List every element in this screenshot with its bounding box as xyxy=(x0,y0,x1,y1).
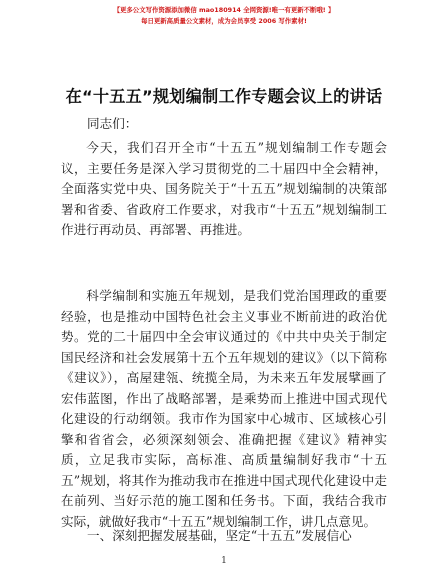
promo-banner-line-1: 【更多公文写作资源添加微信 mao180914 全网资源!唯一有更新不断哦! 】 xyxy=(113,6,335,14)
page-number: 1 xyxy=(221,556,227,566)
promo-banner xyxy=(0,5,448,27)
section-heading-1: 一、深刻把握发展基础，坚定“十五五”发展信心 xyxy=(87,528,352,543)
body-paragraph-2: 科学编制和实施五年规划，是我们党治国理政的重要经验，也是推动中国特色社会主义事业不断前进的政治优势。党的二十届四中全会审议通过的《中共中央关于制定国民经济和社会发展第十五个五年规划的建议》（以下简称《建议》），高屋建瓴、统揽全局，为未来五年发展擘画了宏伟蓝图，作出了战略部署，是乘势而上推进中国式现代化建设的行动纲领。我市作为国家中心城市、区域核心引擎和省省会，必须深刻领会、准确把握《建议》精神实质，立足我市实际，高标准、高质量编制好我市“十五五”规划，将其作为推动我市在推进中国式现代化建设中走在前列、当好示范的施工图和任务书。下面，我结合我市实际，就做好我市“十五五”规划编制工作，讲几点意见。 xyxy=(61,288,387,529)
body-paragraph-1: 今天，我们召开全市“十五五”规划编制工作专题会议，主要任务是深入学习贯彻党的二十届四中全会精神，全面落实党中央、国务院关于“十五五”规划编制的决策部署和省委、省政府工作要求，对我市“十五五”规划编制工作进行再动员、再部署、再推进。 xyxy=(61,140,387,237)
promo-banner-line-2: 每日更新高质量公文素材，成为会员享受 2006 写作素材! xyxy=(141,17,307,25)
document-title: 在“十五五”规划编制工作专题会议上的讲话 xyxy=(65,87,383,106)
salutation: 同志们： xyxy=(87,116,138,131)
